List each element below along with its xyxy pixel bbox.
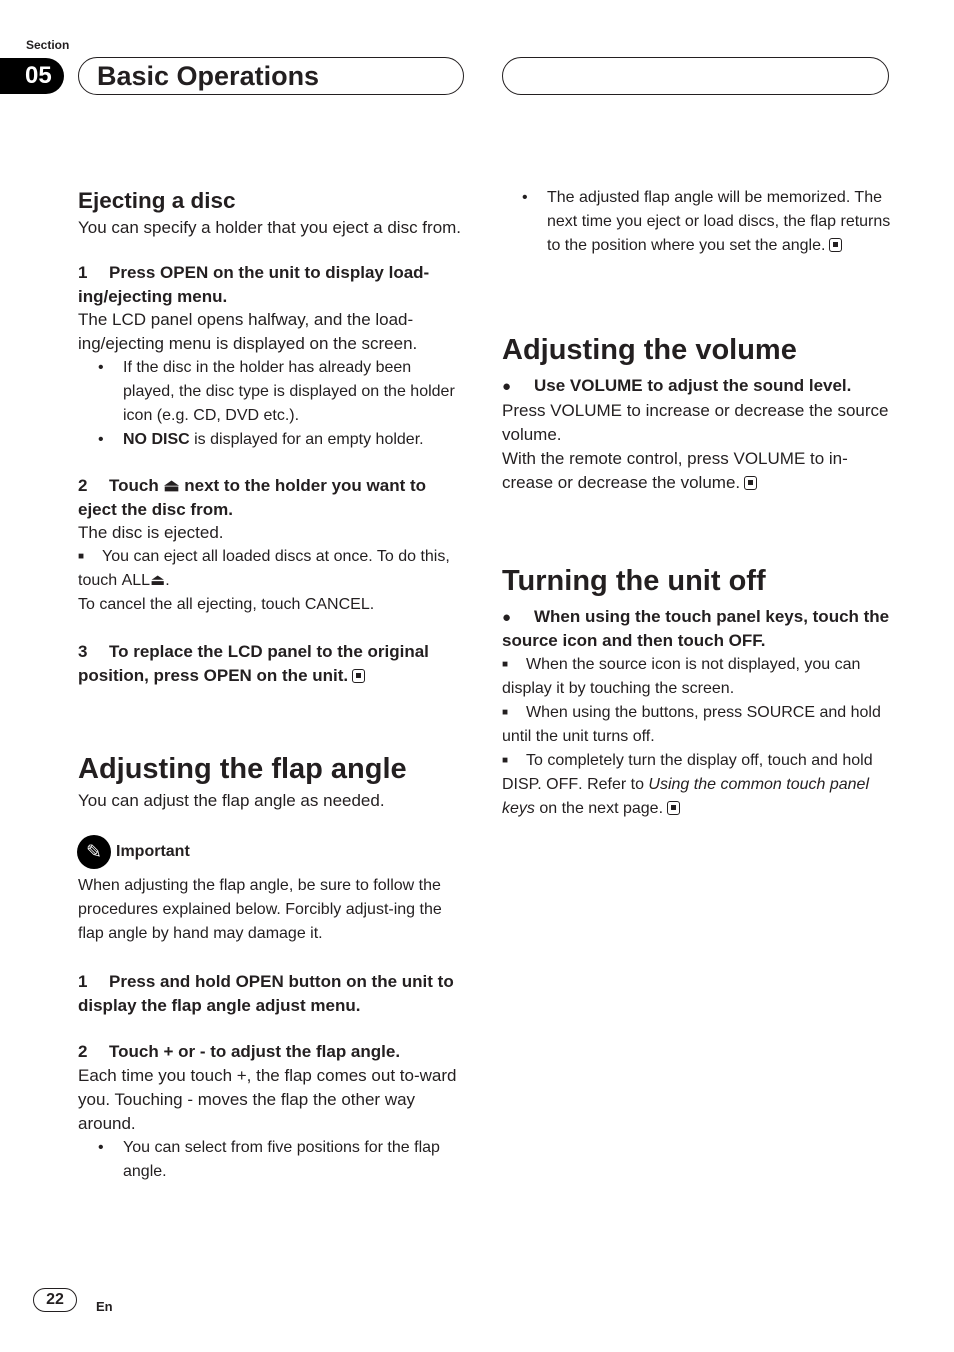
note-text: and hold until the unit turns off. — [502, 703, 881, 745]
important-icon: ✎ — [77, 835, 111, 869]
step-text: To replace the LCD panel to the original position, press OPEN on the unit. — [78, 642, 429, 685]
eject-step-3 — [78, 640, 466, 687]
note-text: When using the buttons, press — [526, 703, 747, 721]
volume-instruction — [502, 374, 892, 399]
bullet-text: is displayed for an empty holder. — [189, 431, 424, 448]
page-title: Basic Operations — [97, 61, 320, 91]
note-text: . Refer to — [578, 775, 649, 793]
note-square-icon: ■ — [502, 658, 509, 670]
desc-text: Press — [502, 400, 551, 420]
desc-text: to in-crease or decrease the volume. — [502, 448, 848, 492]
flap-step-2-desc: Each time you touch +, the flap comes out to-ward you. Touching - moves the flap the other way around. — [78, 1065, 457, 1133]
cancel-key: CANCEL — [304, 596, 370, 613]
end-mark-icon — [829, 238, 842, 252]
flap-intro: You can adjust the flap angle as needed. — [78, 791, 385, 810]
bullet-text: The adjusted flap angle will be memorized. The next time you eject or load discs, the flap returns to the position where you set the angle. — [547, 189, 891, 254]
step-number: 3 — [78, 642, 88, 661]
note-text: To completely turn the display off, touch and hold — [526, 751, 873, 769]
note-text: To cancel the all ejecting, touch — [78, 596, 305, 613]
eject-step-1 — [78, 261, 466, 308]
left-column — [78, 186, 466, 1184]
eject-heading: Ejecting a disc — [78, 188, 236, 213]
note-text: . — [165, 572, 170, 589]
step-text: Press and hold OPEN button on the unit to display the flap angle adjust menu. — [78, 972, 454, 1015]
note-square-icon: ■ — [78, 551, 85, 562]
volume-heading: Adjusting the volume — [502, 334, 797, 366]
volume-key: VOLUME — [733, 448, 806, 468]
page-number: 22 — [33, 1288, 77, 1312]
header-empty-frame — [502, 57, 889, 95]
end-mark-icon — [744, 476, 757, 490]
flap-memory-bullet — [502, 186, 892, 258]
volume-key: VOLUME — [550, 400, 622, 420]
step-number: 1 — [78, 263, 88, 282]
eject-cancel-note — [78, 593, 466, 617]
important-text: When adjusting the flap angle, be sure to follow the procedures explained below. Forcibly adjust-ing the flap angle by hand may damage it. — [78, 877, 442, 942]
note-text: on the next page. — [534, 799, 664, 817]
bullet-text: If the disc in the holder has already been played, the disc type is displayed on the holder icon (e.g. CD, DVD etc.). — [123, 359, 455, 424]
desc-text: to increase or decrease the source volume. — [502, 400, 889, 444]
volume-desc-2 — [502, 447, 892, 495]
language-code: En — [96, 1299, 113, 1314]
bullet-dot: • — [522, 189, 528, 206]
eject-intro: You can specify a holder that you eject a disc from. — [78, 218, 462, 237]
eject-bullet-2 — [78, 428, 466, 452]
all-eject-key: ALL⏏ — [121, 572, 166, 589]
bullet-dot: • — [98, 1138, 104, 1156]
step-text: Touch + or - to adjust the flap angle. — [109, 1042, 401, 1061]
note-text: You can eject all loaded discs at once. To do this, touch — [78, 548, 450, 589]
step-text: next to the holder you want to eject the disc from. — [78, 476, 427, 519]
eject-bullet-1 — [78, 356, 466, 428]
flap-bullet — [78, 1136, 466, 1184]
unit-off-heading: Turning the unit off — [502, 564, 766, 597]
flap-heading: Adjusting the flap angle — [78, 753, 407, 785]
instruction-text: When using the touch panel keys, touch the source icon and then touch OFF. — [502, 606, 890, 650]
important-label: Important — [116, 843, 190, 860]
eject-note — [78, 545, 466, 593]
section-number: 05 — [0, 58, 64, 94]
note-text: . — [369, 596, 375, 613]
flap-step-2 — [78, 1040, 466, 1064]
unit-off-note-2 — [502, 701, 892, 749]
note-text: When the source icon is not displayed, you can display it by touching the screen. — [502, 655, 861, 697]
step-number: 1 — [78, 972, 88, 991]
end-mark-icon — [352, 669, 365, 683]
disp-off-key: DISP. OFF — [502, 775, 579, 793]
eject-step-1-desc: The LCD panel opens halfway, and the load-ing/ejecting menu is displayed on the screen. — [78, 310, 418, 353]
section-label: Section — [26, 38, 70, 52]
bullet-circle-icon: ● — [502, 378, 512, 395]
instruction-text: Use VOLUME to adjust the sound level. — [534, 376, 852, 395]
end-mark-icon — [667, 801, 680, 815]
bullet-circle-icon: ● — [502, 608, 512, 626]
cross-reference: Using the common touch panel keys — [502, 775, 869, 817]
eject-step-2 — [78, 474, 466, 521]
bullet-text: You can select from five positions for the flap angle. — [123, 1138, 440, 1180]
unit-off-note-1 — [502, 653, 892, 701]
flap-step-1 — [78, 970, 466, 1017]
step-text: Press OPEN on the unit to display load-ing/ejecting menu. — [78, 263, 430, 306]
step-number: 2 — [78, 1042, 88, 1061]
right-column — [502, 186, 892, 821]
eject-step-2-desc: The disc is ejected. — [78, 523, 224, 542]
desc-text: With the remote control, press — [502, 448, 734, 468]
bullet-dot: • — [98, 359, 104, 376]
eject-icon: ⏏ — [163, 476, 180, 495]
no-disc-key: NO DISC — [123, 431, 190, 448]
important-header — [78, 835, 466, 869]
note-square-icon: ■ — [502, 754, 509, 766]
note-square-icon: ■ — [502, 706, 509, 718]
step-text: Touch — [109, 476, 164, 495]
unit-off-instruction — [502, 605, 892, 653]
step-number: 2 — [78, 476, 88, 495]
source-key: SOURCE — [746, 703, 816, 721]
volume-desc-1 — [502, 399, 892, 447]
bullet-dot: • — [98, 431, 104, 448]
unit-off-note-3 — [502, 749, 892, 821]
